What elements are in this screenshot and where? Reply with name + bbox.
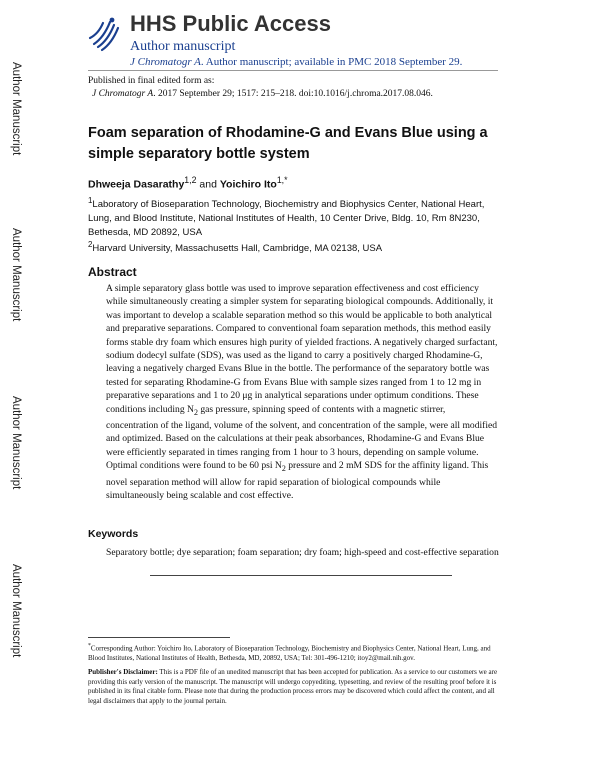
sidebar-label-author-manuscript: Author Manuscript	[10, 228, 22, 322]
affiliation-sup: 1	[88, 196, 93, 205]
affiliation-text: Harvard University, Massachusetts Hall, Cambridge, MA 02138, USA	[92, 243, 383, 255]
affiliation	[88, 238, 508, 256]
abstract-text: A simple separatory glass bottle was used to improve separation effectiveness and cost efficiency while simultaneously creating a simpler system for separating biological compounds. Additionally, it was important to develop a scalable separation method so this would be applicable to both analytical and preparative separations. Compared to conventional foam separation methods, this method easily forms stable dry foam which ensures high purity of yielded fractions. A negatively charged surfactant, sodium dodecyl sulfate (SDS), was used as the ligand to carry a positively charged Rhodamine-G, leaving a negatively charged Evans Blue in the bottle. The performance of the separatory bottle was tested for separating Rhodamine-G from Evans Blue with sample sizes ranged from 1 to 12 mg in preparative separations and 1 to 20 μg in analytical separations under optimum conditions. These conditions including N	[106, 283, 498, 415]
sidebar-label-author-manuscript: Author Manuscript	[10, 62, 22, 156]
author-affiliation-sup: 1,2	[184, 175, 197, 185]
abstract-body	[106, 282, 498, 502]
affiliation	[88, 194, 508, 240]
keywords-heading: Keywords	[88, 528, 139, 540]
journal-availability-line	[130, 56, 462, 68]
citation-journal: J Chromatogr A	[92, 89, 154, 99]
header-divider	[88, 70, 498, 71]
availability-text: . Author manuscript; available in PMC 2018 September 29.	[200, 56, 463, 68]
subscript: 2	[281, 464, 286, 474]
hhs-public-access-title: HHS Public Access	[130, 11, 331, 36]
author-list	[88, 175, 288, 191]
hhs-eagle-logo-icon	[88, 14, 122, 54]
affiliation-text: Laboratory of Bioseparation Technology, Biochemistry and Biophysics Center, National Heart, Lung, and Blood Institute, National Institutes of Health, 10 Center Drive, Bldg. 10, Rm 8N230, Bethesda, MD 20892, USA	[88, 199, 485, 239]
abstract-text: pressure and 2 mM SDS for the affinity ligand. This novel separation method will allow for rapid separation of biological compounds while simultaneously being scalable and cost effective.	[106, 460, 489, 501]
article-title: Foam separation of Rhodamine-G and Evans Blue using a simple separatory bottle system	[88, 125, 488, 162]
abstract-heading: Abstract	[88, 265, 137, 279]
footnote-text: Corresponding Author: Yoichiro Ito, Laboratory of Bioseparation Technology, Biochemistry and Biophysics Center, National Heart, Lung, and Blood Institutes, National Institutes of Health, Bethesda, MD, 20892, USA; Tel: 301-496-1210; itoy2@mail.nih.gov.	[88, 644, 491, 662]
citation-line	[92, 89, 433, 99]
citation-details: . 2017 September 29; 1517: 215–218. doi:10.1016/j.chroma.2017.08.046.	[153, 89, 433, 99]
journal-abbrev: J Chromatogr A	[130, 56, 201, 68]
footnote-sup: *	[88, 643, 91, 649]
author-manuscript-label: Author manuscript	[130, 39, 236, 54]
affiliation-sup: 2	[88, 240, 93, 249]
publisher-disclaimer	[88, 668, 498, 706]
section-divider	[150, 575, 452, 576]
author-name: Dhweeja Dasarathy	[88, 178, 185, 191]
author-name: Yoichiro Ito	[219, 178, 277, 191]
sidebar-label-author-manuscript: Author Manuscript	[10, 396, 22, 490]
keywords-text: Separatory bottle; dye separation; foam separation; dry foam; high-speed and cost-effective separation	[106, 547, 499, 558]
footnote-divider	[88, 637, 230, 638]
abstract-text: gas pressure, spinning speed of contents with a magnetic stirrer, concentration of the ligand, volume of the solvent, and concentration of the sample, were all modified and optimized. Based on the calculations at their peak absorbances, Rhodamine-G and Evans Blue were efficiently separated in times ranging from 1 hour to 3 hours, depending on sample volume. Optimal conditions were found to be 60 psi N	[106, 403, 498, 472]
author-joiner: and	[196, 178, 220, 191]
published-in-label: Published in final edited form as:	[88, 76, 215, 86]
author-affiliation-sup: 1,*	[276, 175, 288, 185]
disclaimer-text: This is a PDF file of an unedited manuscript that has been accepted for publication. As a service to our customers we are providing this early version of the manuscript. The manuscript will undergo copyediting, typesetting, and review of the resulting proof before it is published in its final citable form. Please note that during the production process errors may be discovered which could affect the content, and all legal disclaimers that apply to the journal pertain.	[88, 668, 498, 705]
disclaimer-label: Publisher's Disclaimer:	[88, 668, 158, 676]
corresponding-author-footnote	[88, 642, 498, 663]
subscript: 2	[193, 407, 198, 417]
sidebar-label-author-manuscript: Author Manuscript	[10, 564, 22, 658]
